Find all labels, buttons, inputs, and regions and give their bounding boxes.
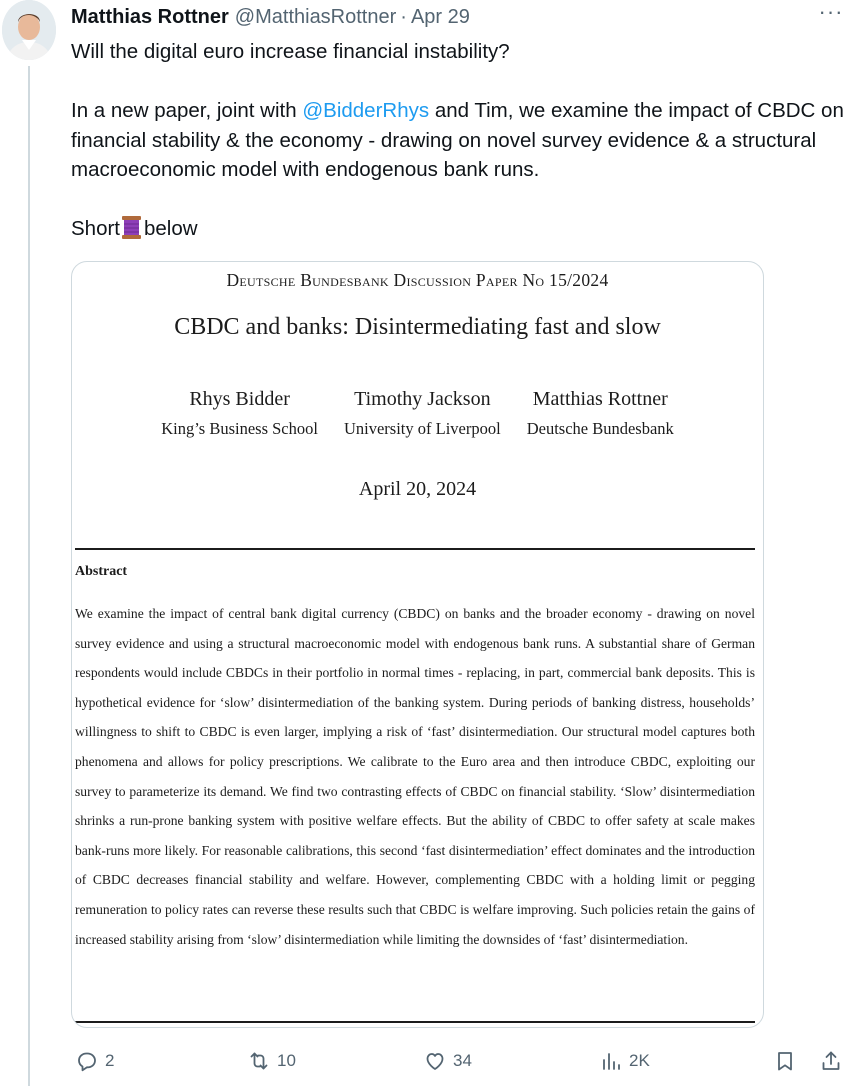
tweet-date[interactable]: Apr 29 (410, 5, 470, 28)
tweet-paragraph-2 (71, 96, 846, 185)
heart-icon (423, 1049, 447, 1073)
spool-of-thread-icon (121, 215, 142, 240)
reply-button[interactable] (75, 1044, 114, 1078)
attached-image[interactable] (71, 261, 764, 1028)
tweet-text-segment: and Tim, we examine the impact of CBDC on financial stability & the economy - drawing on novel survey evidence & a structural macroeconomic model with endogenous bank runs. (71, 99, 844, 181)
bookmark-button[interactable] (773, 1044, 797, 1078)
tweet-text-segment: below (144, 217, 198, 240)
tweet-text (71, 37, 846, 244)
views-icon (599, 1049, 623, 1073)
divider (75, 548, 755, 550)
more-icon[interactable]: ··· (818, 0, 844, 24)
author-block (344, 386, 501, 440)
bookmark-icon (773, 1049, 797, 1073)
like-button[interactable] (423, 1044, 472, 1078)
author-name: Rhys Bidder (189, 388, 290, 410)
author-name: Matthias Rottner (532, 388, 668, 410)
mention-link[interactable]: @BidderRhys (302, 99, 430, 122)
tweet-header (71, 4, 470, 30)
author-handle[interactable]: @MatthiasRottner (234, 5, 397, 28)
abstract-heading: Abstract (75, 564, 128, 579)
action-bar (71, 1044, 848, 1078)
author-name: Timothy Jackson (354, 388, 491, 410)
views-button[interactable] (599, 1044, 650, 1078)
views-count: 2K (629, 1051, 650, 1070)
separator: · (400, 5, 407, 28)
tweet-line-1: Will the digital euro increase financial instability? (71, 40, 510, 63)
divider (75, 1021, 755, 1023)
author-name[interactable]: Matthias Rottner (71, 5, 229, 28)
author-affiliation: King’s Business School (161, 419, 318, 438)
thread-line (28, 66, 30, 1086)
repost-icon (247, 1049, 271, 1073)
repost-count: 10 (277, 1051, 296, 1070)
avatar[interactable] (2, 0, 56, 60)
tweet-short-line (71, 214, 846, 244)
author-affiliation: Deutsche Bundesbank (526, 419, 674, 438)
share-icon (819, 1049, 843, 1073)
tweet-text-segment: Short (71, 217, 120, 240)
paper-title: CBDC and banks: Disintermediating fast and slow (174, 314, 661, 340)
reply-icon (75, 1049, 99, 1073)
author-block (527, 386, 674, 440)
author-block (161, 386, 318, 440)
share-button[interactable] (819, 1044, 843, 1078)
paper-page (72, 262, 763, 1027)
repost-button[interactable] (247, 1044, 296, 1078)
abstract-text: We examine the impact of central bank digital currency (CBDC) on banks and the broader economy - drawing on novel survey evidence and using a structural macroeconomic model with endogenous bank runs. A substantial share of German respondents would include CBDCs in their portfolio in normal times - replacing, in part, commercial bank deposits. This is hypothetical evidence for ‘slow’ disintermediation of the banking system. During periods of banking distress, households’ willingness to shift to CBDC is even larger, implying a risk of ‘fast’ disintermediation. Our structural model captures both phenomena and allows for policy prescriptions. We calibrate to the Euro area and then introduce CBDC, exploiting our survey to parameterize its demand. We find two contrasting effects of CBDC on financial stability. ‘Slow’ disintermediation shrinks a run-prone banking system with positive welfare effects. But the ability of CBDC to offer safety at scale makes bank-runs more likely. For reasonable calibrations, this second ‘fast disintermediation’ effect dominates and the introduction of CBDC decreases financial stability and welfare. However, complementing CBDC with a holding limit or pegging remuneration to policy rates can reverse these results such that CBDC is welfare improving. Such policies retain the gains of increased stability arising from ‘slow’ disintermediation while limiting the downsides of ‘fast’ disintermediation. (75, 606, 755, 947)
paper-date: April 20, 2024 (358, 478, 477, 500)
tweet-text-segment: In a new paper, joint with (71, 99, 303, 122)
paper-authors (72, 386, 763, 440)
author-affiliation: University of Liverpool (343, 419, 501, 438)
paper-series: Deutsche Bundesbank Discussion Paper No 15/2024 (226, 270, 609, 290)
like-count: 34 (453, 1051, 472, 1070)
reply-count: 2 (105, 1051, 115, 1070)
